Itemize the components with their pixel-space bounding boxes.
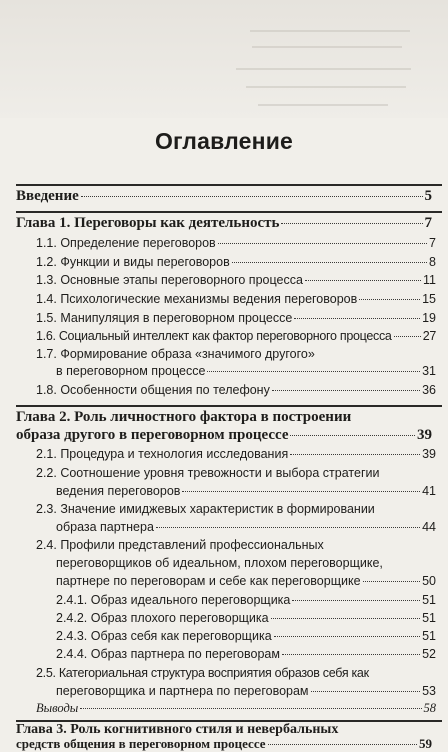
toc-entry-2-4-4[interactable] — [56, 647, 436, 661]
toc-label: 1.2. Функции и виды переговоров — [36, 255, 230, 269]
dot-leader — [271, 618, 420, 619]
divider-top — [16, 184, 442, 186]
toc-label-line: 2.2. Соотношение уровня тревожности и выбора стратегии — [36, 466, 380, 480]
toc-label: образа партнера — [56, 520, 154, 534]
toc-label: 1.1. Определение переговоров — [36, 236, 216, 250]
toc-page: 51 — [422, 629, 436, 643]
dot-leader — [290, 454, 420, 455]
toc-entry-2-3[interactable] — [56, 520, 436, 534]
toc-entry-chapter2[interactable] — [16, 427, 432, 444]
toc-page: 39 — [422, 447, 436, 461]
toc-entry-2-4-1[interactable] — [56, 593, 436, 607]
toc-entry-2-5[interactable] — [56, 684, 436, 698]
toc-page: 7 — [429, 236, 436, 250]
toc-entry-2-4-2[interactable] — [56, 611, 436, 625]
dot-leader — [207, 371, 420, 372]
toc-entry-1-2[interactable] — [36, 255, 436, 269]
toc-chapter2-line1: Глава 2. Роль личностного фактора в построении — [16, 409, 352, 425]
toc-label: 2.4.2. Образ плохого переговорщика — [56, 611, 269, 625]
toc-label: ведения переговоров — [56, 484, 181, 498]
toc-label: 1.4. Психологические механизмы ведения переговоров — [36, 292, 358, 306]
toc-page: 59 — [419, 736, 432, 751]
toc-page: 44 — [422, 520, 436, 534]
toc-chapter3-line1: Глава 3. Роль когнитивного стиля и невербальных — [16, 722, 339, 737]
dot-leader — [268, 744, 417, 745]
divider — [16, 405, 442, 407]
toc-entry-1-5[interactable] — [36, 311, 436, 325]
dot-leader — [359, 299, 420, 300]
toc-page: 53 — [422, 684, 436, 698]
toc-page: 39 — [417, 427, 432, 443]
toc-label-line: 2.3. Значение имиджевых характеристик в формировании — [36, 502, 375, 516]
toc-page: 19 — [422, 311, 436, 325]
dot-leader — [281, 223, 422, 224]
toc-page: 5 — [424, 188, 432, 204]
dot-leader — [272, 390, 420, 391]
toc-label: образа другого в переговорном процессе — [16, 427, 289, 443]
toc-page: 31 — [422, 364, 436, 378]
toc-entry-1-8[interactable] — [36, 383, 436, 397]
dot-leader — [290, 435, 415, 436]
toc-page: 41 — [422, 484, 436, 498]
toc-page: 36 — [422, 383, 436, 397]
toc-label: 2.4.1. Образ идеального переговорщика — [56, 593, 291, 607]
dot-leader — [218, 243, 427, 244]
page-title: Оглавление — [154, 128, 294, 154]
toc-label: средств общения в переговорном процессе — [16, 736, 266, 751]
toc-label: 1.6. Социальный интеллект как фактор переговорного процесса — [36, 329, 392, 343]
toc-entry-1-3[interactable] — [36, 273, 436, 287]
dot-leader — [292, 600, 420, 601]
dot-leader — [394, 336, 421, 337]
toc-page: 8 — [429, 255, 436, 269]
toc-page: 7 — [424, 215, 432, 231]
toc-label-line: 2.4. Профили представлений профессиональных — [36, 538, 324, 552]
toc-entry-chapter1[interactable] — [16, 215, 432, 232]
toc-label: Глава 1. Переговоры как деятельность — [16, 215, 280, 231]
toc-label-line: 1.7. Формирование образа «значимого другого» — [36, 347, 315, 361]
dot-leader — [363, 581, 421, 582]
toc-entry-conclusions[interactable] — [36, 701, 436, 716]
toc-label: переговорщика и партнера по переговорам — [56, 684, 309, 698]
toc-label: 2.4.4. Образ партнера по переговорам — [56, 647, 280, 661]
toc-label: Выводы — [36, 701, 79, 715]
toc-entry-2-4-3[interactable] — [56, 629, 436, 643]
toc-entry-1-6[interactable] — [36, 329, 436, 343]
toc-label-line: 2.5. Категориальная структура восприятия образов себя как — [36, 666, 369, 680]
toc-label: партнере по переговорам и себе как переговорщике — [56, 574, 361, 588]
dot-leader — [232, 262, 427, 263]
toc-label: 1.5. Манипуляция в переговорном процессе — [36, 311, 293, 325]
toc-page: 58 — [423, 701, 436, 715]
toc-entry-2-2[interactable] — [56, 484, 436, 498]
divider — [16, 211, 442, 213]
toc-page: 27 — [422, 329, 436, 343]
dot-leader — [80, 708, 421, 709]
toc-label: 1.8. Особенности общения по телефону — [36, 383, 270, 397]
toc-label-line: переговорщиков об идеальном, плохом переговорщике, — [56, 556, 383, 570]
toc-label: в переговорном процессе — [56, 364, 206, 378]
toc-page: 50 — [422, 574, 436, 588]
toc-label: 1.3. Основные этапы переговорного процесса — [36, 273, 303, 287]
toc-page: 51 — [422, 593, 436, 607]
dot-leader — [81, 196, 423, 197]
toc-entry-2-1[interactable] — [36, 447, 436, 461]
toc-entry-1-1[interactable] — [36, 236, 436, 250]
toc-label: Введение — [16, 188, 79, 204]
dot-leader — [294, 318, 420, 319]
dot-leader — [182, 491, 420, 492]
toc-label: 2.4.3. Образ себя как переговорщика — [56, 629, 272, 643]
toc-page: 11 — [423, 273, 436, 287]
dot-leader — [305, 280, 421, 281]
toc-page: 51 — [422, 611, 436, 625]
toc-label: 2.1. Процедура и технология исследования — [36, 447, 289, 461]
dot-leader — [311, 691, 421, 692]
toc-page: 15 — [422, 292, 436, 306]
toc-entry-1-7[interactable] — [56, 364, 436, 378]
toc-entry-intro[interactable] — [16, 188, 432, 205]
toc-entry-1-4[interactable] — [36, 292, 436, 306]
dot-leader — [274, 636, 420, 637]
toc-entry-2-4[interactable] — [56, 574, 436, 588]
toc-page: 52 — [422, 647, 436, 661]
dot-leader — [156, 527, 420, 528]
dot-leader — [282, 654, 420, 655]
